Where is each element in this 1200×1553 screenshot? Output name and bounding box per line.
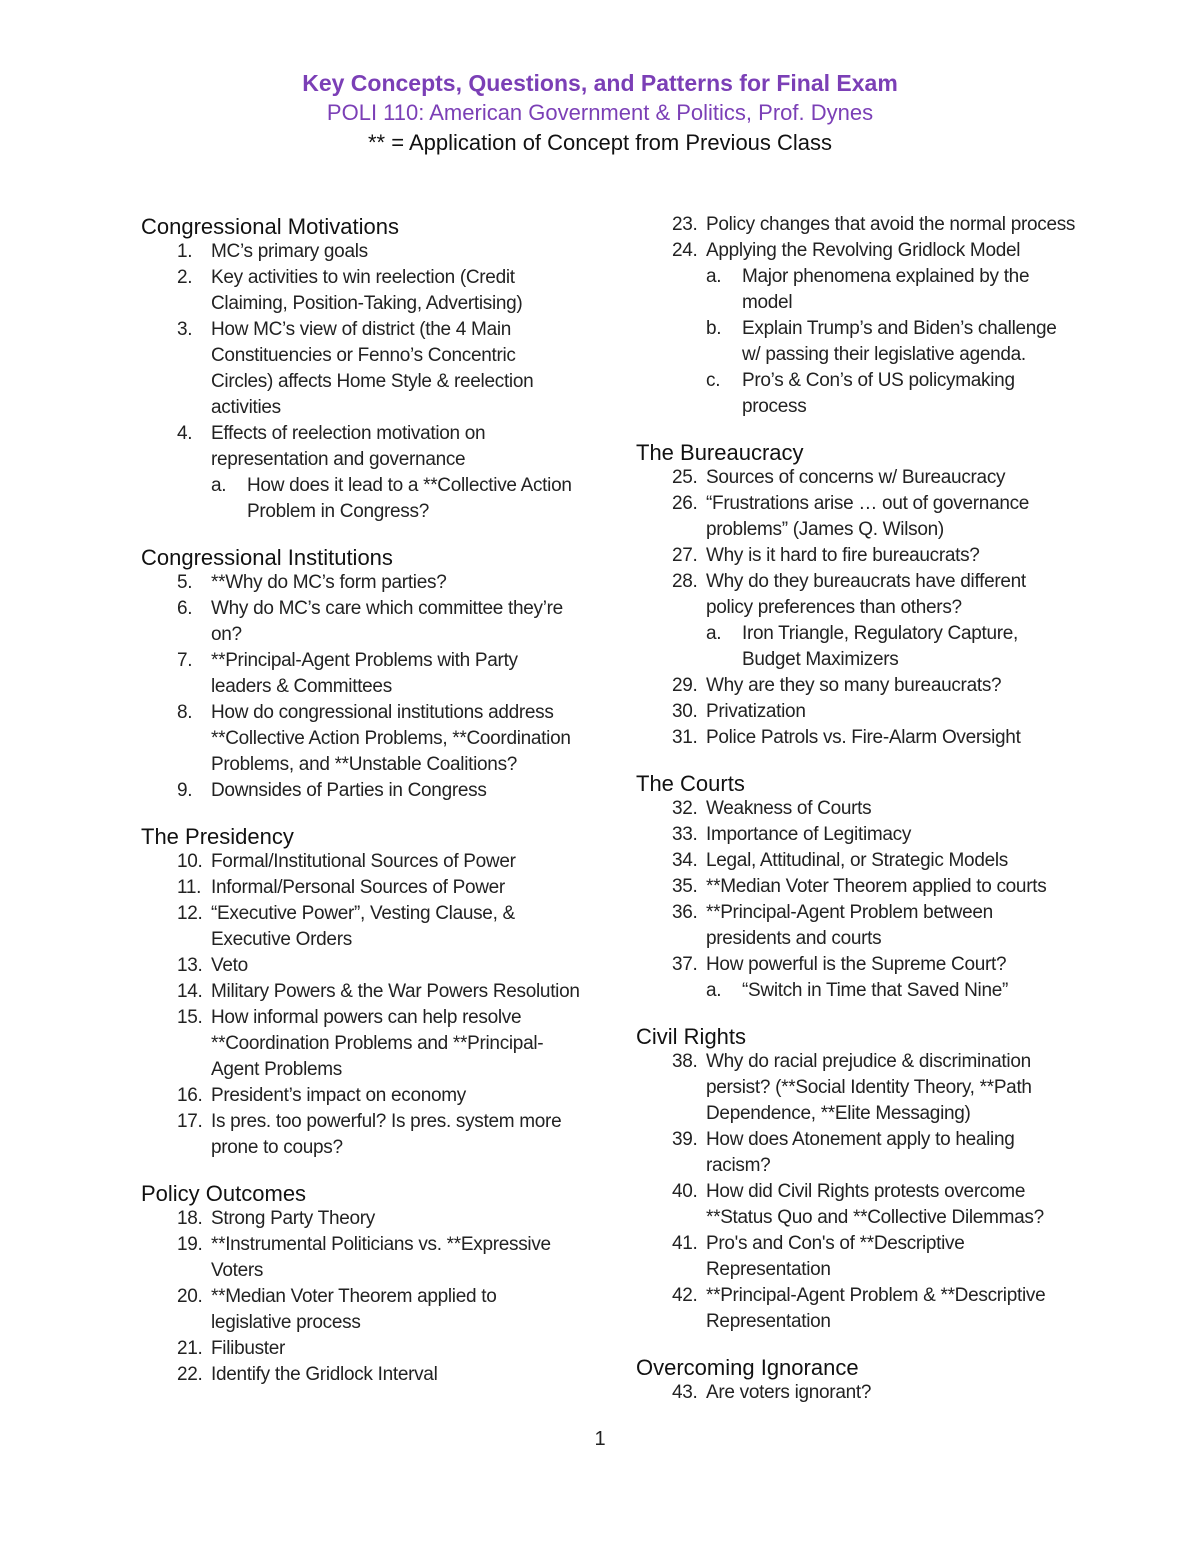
- list-item: [636, 1049, 1076, 1127]
- section: [636, 1022, 1076, 1335]
- sub-item: [636, 621, 1076, 673]
- item-number-text: 24.: [672, 240, 698, 261]
- sub-item-text: Iron Triangle, Regulatory Capture, Budget Maximizers: [742, 623, 1019, 670]
- item-number: [141, 570, 211, 596]
- item-number-text: 35.: [672, 876, 698, 897]
- item-number-text: 5.: [177, 572, 193, 593]
- list-item: [141, 239, 581, 265]
- item-number-text: 4.: [177, 423, 193, 444]
- item-number: [636, 900, 706, 952]
- item-text: Why are they so many bureaucrats?: [706, 675, 1002, 696]
- list-item: [141, 1284, 581, 1336]
- section-title: Congressional Motivations: [141, 214, 400, 239]
- item-text: Key activities to win reelection (Credit Claiming, Position-Taking, Advertising): [211, 267, 523, 314]
- item-text: **Instrumental Politicians vs. **Expressive Voters: [211, 1234, 551, 1281]
- sub-item-text: Explain Trump’s and Biden’s challenge w/ passing their legislative agenda.: [742, 318, 1057, 365]
- item-number-text: 19.: [177, 1234, 203, 1255]
- list-item: [141, 875, 581, 901]
- list-item: [636, 212, 1076, 238]
- list-item: [141, 1206, 581, 1232]
- left-column: [141, 212, 581, 1406]
- item-number-text: 20.: [177, 1286, 203, 1307]
- item-text: **Why do MC’s form parties?: [211, 572, 447, 593]
- sub-item-letter: a.: [211, 475, 227, 496]
- item-text: Why is it hard to fire bureaucrats?: [706, 545, 980, 566]
- item-number: [636, 952, 706, 978]
- list-item: [141, 953, 581, 979]
- section: [141, 1179, 581, 1388]
- item-number: [141, 700, 211, 778]
- item-number: [141, 1005, 211, 1083]
- list-item: [636, 725, 1076, 751]
- course-subtitle: POLI 110: American Government & Politics, Prof. Dynes: [326, 100, 874, 125]
- item-number: [141, 901, 211, 953]
- item-text: Are voters ignorant?: [706, 1382, 872, 1403]
- item-number-text: 41.: [672, 1233, 698, 1254]
- document-title: Key Concepts, Questions, and Patterns for Final Exam: [302, 70, 898, 96]
- item-number: [636, 1179, 706, 1231]
- item-number-text: 29.: [672, 675, 698, 696]
- item-number: [141, 1083, 211, 1109]
- item-number: [636, 212, 706, 238]
- sub-item-letter: c.: [706, 370, 721, 391]
- item-number: [141, 1284, 211, 1336]
- item-number-text: 34.: [672, 850, 698, 871]
- sub-item-letter: a.: [706, 623, 722, 644]
- item-number: [636, 1127, 706, 1179]
- item-text: Applying the Revolving Gridlock Model: [706, 240, 1021, 261]
- item-number-text: 17.: [177, 1111, 203, 1132]
- sub-item-letter: a.: [706, 980, 722, 1001]
- list-item: [636, 900, 1076, 952]
- item-number-text: 22.: [177, 1364, 203, 1385]
- item-text: **Median Voter Theorem applied to courts: [706, 876, 1047, 897]
- list-item: [636, 848, 1076, 874]
- item-number: [141, 1232, 211, 1284]
- list-item: [141, 1083, 581, 1109]
- item-number: [636, 673, 706, 699]
- list-item: [636, 543, 1076, 569]
- item-number-text: 42.: [672, 1285, 698, 1306]
- item-text: Downsides of Parties in Congress: [211, 780, 487, 801]
- sub-item: [636, 316, 1076, 368]
- section-title: The Bureaucracy: [636, 440, 804, 465]
- sub-item-letter: b.: [706, 318, 722, 339]
- list-item: [141, 1005, 581, 1083]
- section: [141, 212, 581, 525]
- item-text: Strong Party Theory: [211, 1208, 375, 1229]
- item-text: “Frustrations arise … out of governance problems” (James Q. Wilson): [706, 493, 1030, 540]
- item-number: [141, 849, 211, 875]
- item-text: Legal, Attitudinal, or Strategic Models: [706, 850, 1008, 871]
- item-number-text: 21.: [177, 1338, 203, 1359]
- item-number: [141, 1206, 211, 1232]
- item-text: How powerful is the Supreme Court?: [706, 954, 1007, 975]
- list-item: [141, 849, 581, 875]
- list-item: [141, 421, 581, 473]
- item-number-text: 25.: [672, 467, 698, 488]
- list-item: [141, 648, 581, 700]
- item-number-text: 31.: [672, 727, 698, 748]
- item-number: [141, 421, 211, 473]
- item-text: Importance of Legitimacy: [706, 824, 912, 845]
- item-number-text: 15.: [177, 1007, 203, 1028]
- item-text: Police Patrols vs. Fire-Alarm Oversight: [706, 727, 1021, 748]
- item-text: Weakness of Courts: [706, 798, 872, 819]
- item-number: [141, 979, 211, 1005]
- item-text: Sources of concerns w/ Bureaucracy: [706, 467, 1006, 488]
- item-number: [636, 491, 706, 543]
- item-text: Why do MC’s care which committee they’re on?: [211, 598, 563, 645]
- sub-item: [141, 473, 581, 525]
- sub-item-text: “Switch in Time that Saved Nine”: [742, 980, 1009, 1001]
- list-item: [141, 596, 581, 648]
- item-text: **Principal-Agent Problem & **Descriptive Representation: [706, 1285, 1046, 1332]
- item-number-text: 32.: [672, 798, 698, 819]
- item-number-text: 23.: [672, 214, 698, 235]
- item-number-text: 6.: [177, 598, 193, 619]
- section: [141, 543, 581, 804]
- item-number-text: 13.: [177, 955, 203, 976]
- item-text: Policy changes that avoid the normal process: [706, 214, 1076, 235]
- document-header: [0, 68, 1200, 158]
- item-number: [141, 1109, 211, 1161]
- item-text: “Executive Power”, Vesting Clause, & Executive Orders: [211, 903, 515, 950]
- item-number: [636, 465, 706, 491]
- item-text: Why do racial prejudice & discrimination persist? (**Social Identity Theory, **Path Dependence, **Elite Messaging): [706, 1051, 1032, 1124]
- item-number-text: 1.: [177, 241, 193, 262]
- item-number-text: 37.: [672, 954, 698, 975]
- item-number-text: 9.: [177, 780, 193, 801]
- section: [636, 769, 1076, 1004]
- list-item: [636, 569, 1076, 621]
- item-number: [141, 778, 211, 804]
- sub-item: [636, 978, 1076, 1004]
- item-number: [636, 796, 706, 822]
- item-number: [141, 648, 211, 700]
- item-number: [636, 238, 706, 264]
- section-title: The Presidency: [141, 824, 294, 849]
- item-number-text: 28.: [672, 571, 698, 592]
- item-number-text: 43.: [672, 1382, 698, 1403]
- list-item: [636, 465, 1076, 491]
- list-item: [636, 1231, 1076, 1283]
- section-title: Policy Outcomes: [141, 1181, 307, 1206]
- item-number: [636, 1231, 706, 1283]
- item-text: **Principal-Agent Problems with Party leaders & Committees: [211, 650, 518, 697]
- list-item: [141, 1109, 581, 1161]
- item-number-text: 30.: [672, 701, 698, 722]
- item-number-text: 38.: [672, 1051, 698, 1072]
- section-title: Civil Rights: [636, 1024, 747, 1049]
- item-number-text: 8.: [177, 702, 193, 723]
- section: [636, 1353, 1076, 1406]
- item-text: How does Atonement apply to healing racism?: [706, 1129, 1015, 1176]
- item-number-text: 10.: [177, 851, 203, 872]
- list-item: [141, 979, 581, 1005]
- right-column: [636, 212, 1076, 1424]
- section-title: Congressional Institutions: [141, 545, 393, 570]
- item-text: Effects of reelection motivation on representation and governance: [211, 423, 486, 470]
- item-number: [141, 953, 211, 979]
- item-number: [141, 239, 211, 265]
- section-title: The Courts: [636, 771, 745, 796]
- item-text: Informal/Personal Sources of Power: [211, 877, 505, 898]
- item-text: Formal/Institutional Sources of Power: [211, 851, 516, 872]
- list-item: [141, 1336, 581, 1362]
- item-number-text: 36.: [672, 902, 698, 923]
- item-number-text: 7.: [177, 650, 193, 671]
- list-item: [141, 778, 581, 804]
- item-number-text: 11.: [177, 877, 202, 898]
- item-text: Pro's and Con's of **Descriptive Representation: [706, 1233, 965, 1280]
- list-item: [636, 796, 1076, 822]
- page-number: 1: [594, 1428, 606, 1450]
- item-number-text: 14.: [177, 981, 203, 1002]
- section: [636, 212, 1076, 420]
- item-number-text: 16.: [177, 1085, 203, 1106]
- item-text: Why do they bureaucrats have different policy preferences than others?: [706, 571, 1026, 618]
- item-text: MC’s primary goals: [211, 241, 368, 262]
- item-number: [636, 725, 706, 751]
- item-number-text: 39.: [672, 1129, 698, 1150]
- list-item: [141, 901, 581, 953]
- sub-item-text: Major phenomena explained by the model: [742, 266, 1030, 313]
- list-item: [141, 265, 581, 317]
- item-text: **Median Voter Theorem applied to legislative process: [211, 1286, 497, 1333]
- item-text: How informal powers can help resolve **Coordination Problems and **Principal-Agent Problems: [211, 1007, 544, 1080]
- item-number: [636, 1283, 706, 1335]
- item-number: [636, 543, 706, 569]
- sub-item-text: Pro’s & Con’s of US policymaking process: [742, 370, 1015, 417]
- list-item: [636, 491, 1076, 543]
- item-number-text: 3.: [177, 319, 193, 340]
- item-number: [636, 699, 706, 725]
- item-text: Military Powers & the War Powers Resolution: [211, 981, 580, 1002]
- item-number: [636, 1049, 706, 1127]
- item-number: [141, 317, 211, 421]
- sub-item: [636, 264, 1076, 316]
- list-item: [141, 1362, 581, 1388]
- list-item: [636, 673, 1076, 699]
- item-number: [141, 1362, 211, 1388]
- item-text: Veto: [211, 955, 248, 976]
- section: [141, 822, 581, 1161]
- item-number: [636, 822, 706, 848]
- list-item: [636, 1179, 1076, 1231]
- item-number-text: 26.: [672, 493, 698, 514]
- sub-item-letter: a.: [706, 266, 722, 287]
- list-item: [636, 1127, 1076, 1179]
- legend-note: ** = Application of Concept from Previous Class: [367, 130, 833, 155]
- item-number-text: 27.: [672, 545, 698, 566]
- item-number: [636, 1380, 706, 1406]
- list-item: [141, 317, 581, 421]
- section-title: Overcoming Ignorance: [636, 1355, 859, 1380]
- item-number: [636, 569, 706, 621]
- item-text: How did Civil Rights protests overcome **Status Quo and **Collective Dilemmas?: [706, 1181, 1044, 1228]
- item-number-text: 18.: [177, 1208, 203, 1229]
- item-text: Identify the Gridlock Interval: [211, 1364, 438, 1385]
- list-item: [636, 699, 1076, 725]
- item-text: How MC’s view of district (the 4 Main Constituencies or Fenno’s Concentric Circles) affects Home Style & reelection activities: [211, 319, 534, 418]
- list-item: [636, 874, 1076, 900]
- sub-item-text: How does it lead to a **Collective Action Problem in Congress?: [247, 475, 572, 522]
- item-number-text: 40.: [672, 1181, 698, 1202]
- list-item: [636, 238, 1076, 264]
- item-number: [141, 875, 211, 901]
- item-number-text: 2.: [177, 267, 193, 288]
- list-item: [141, 570, 581, 596]
- sub-item: [636, 368, 1076, 420]
- list-item: [636, 822, 1076, 848]
- item-number-text: 33.: [672, 824, 698, 845]
- list-item: [636, 1380, 1076, 1406]
- item-text: Filibuster: [211, 1338, 286, 1359]
- list-item: [636, 952, 1076, 978]
- item-text: Privatization: [706, 701, 806, 722]
- item-number: [141, 596, 211, 648]
- item-number: [141, 1336, 211, 1362]
- item-text: President’s impact on economy: [211, 1085, 466, 1106]
- item-text: Is pres. too powerful? Is pres. system more prone to coups?: [211, 1111, 562, 1158]
- section: [636, 438, 1076, 751]
- item-number: [636, 874, 706, 900]
- item-number: [141, 265, 211, 317]
- list-item: [141, 700, 581, 778]
- list-item: [636, 1283, 1076, 1335]
- item-text: **Principal-Agent Problem between presidents and courts: [706, 902, 993, 949]
- item-number: [636, 848, 706, 874]
- list-item: [141, 1232, 581, 1284]
- item-number-text: 12.: [177, 903, 203, 924]
- item-text: How do congressional institutions address **Collective Action Problems, **Coordination Problems, and **Unstable Coalitions?: [211, 702, 571, 775]
